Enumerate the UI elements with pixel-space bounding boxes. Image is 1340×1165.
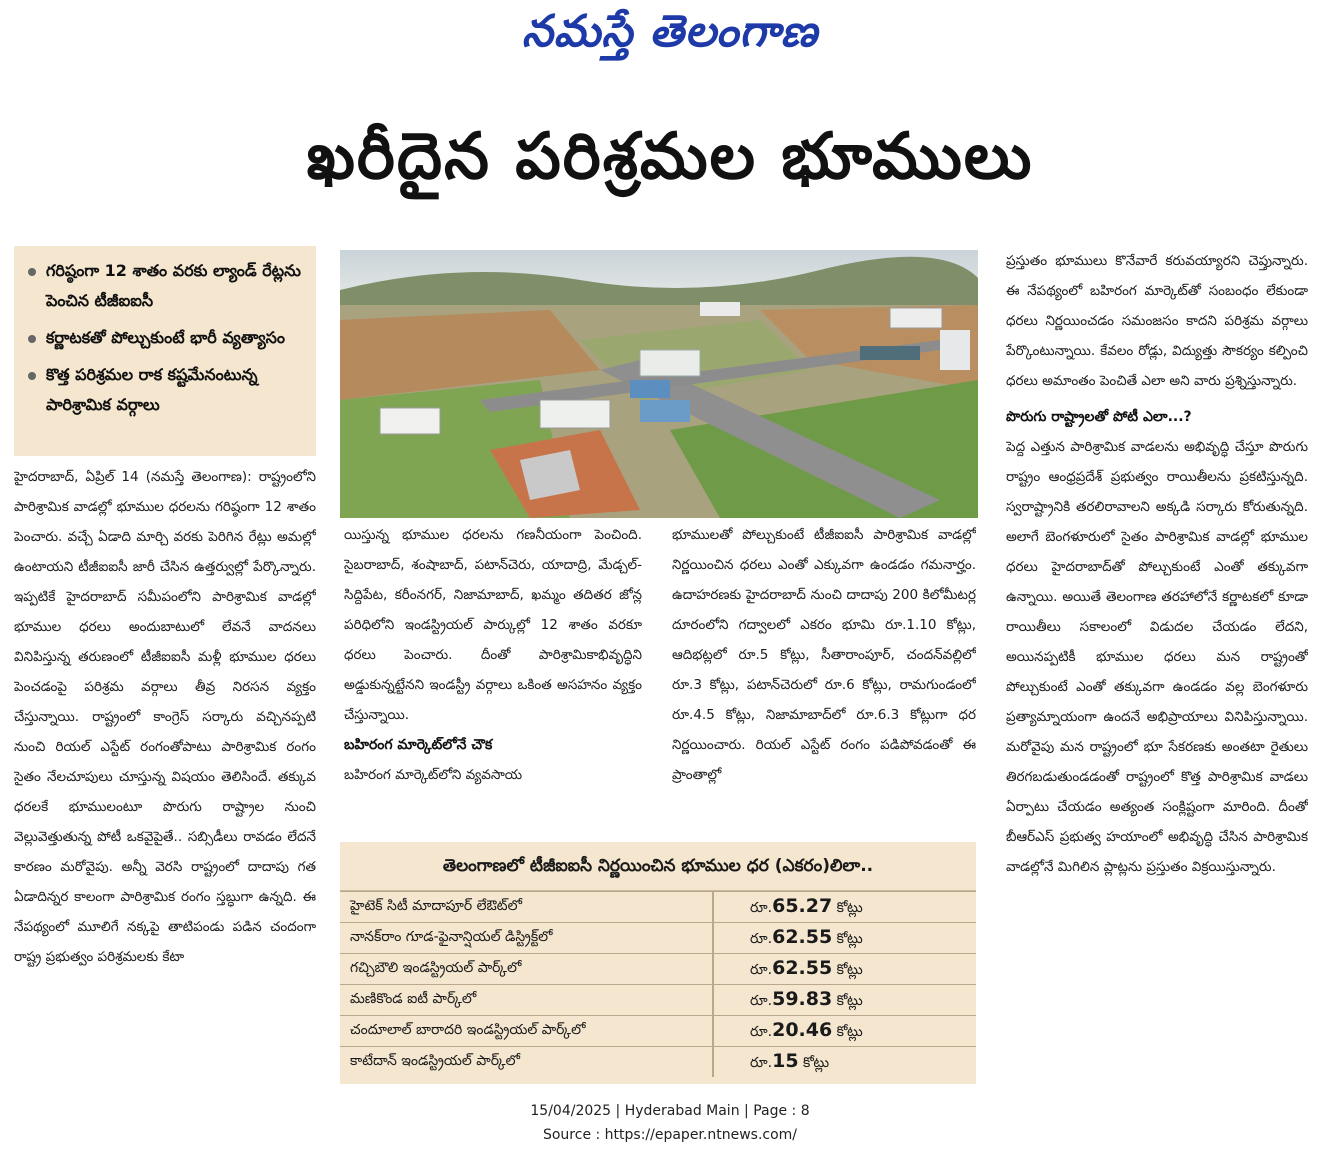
table-row xyxy=(340,892,976,923)
table-cell-place: మణికొండ ఐటీ పార్క్‌లో xyxy=(340,985,713,1016)
table-row xyxy=(340,1047,976,1078)
table-cell-place: హైటెక్ సిటీ మాదాపూర్ లేఔట్‌లో xyxy=(340,892,713,923)
article-paragraph: యిస్తున్న భూముల ధరలను గణనీయంగా పెంచింది. సైబరాబాద్, శంషాబాద్, పటాన్‌చెరు, యాదాద్రి, మేడ్చల్-సిద్దిపేట, కరీంనగర్, నిజామాబాద్, ఖమ్మం తదితర జోన్ల పరిధిలోని ఇండస్ట్రియల్ పార్కుల్లో 12 శాతం వరకూ ధరలు పెంచారు. దీంతో పారిశ్రామికాభివృద్ధిని అడ్డుకున్నట్టేనని ఇండస్ట్రీ వర్గాలు ఒకింత అసహనం వ్యక్తం చేస్తున్నాయి. xyxy=(344,527,642,723)
article-paragraph: పెద్ద ఎత్తున పారిశ్రామిక వాడలను అభివృద్ధి చేస్తూ పొరుగు రాష్ట్రం ఆంధ్రప్రదేశ్ ప్రభుత్వం రాయితీలను ప్రకటిస్తున్నది. స్వరాష్ట్రానికి తరలిరావాలని అక్కడి సర్కారు కోరుతున్నది. అలాగే బెంగళూరులో సైతం పారిశ్రామిక వాడల్లో భూముల ధరలు హైదరాబాద్‌తో పోల్చుకుంటే ఎంతో తక్కువగా ఉన్నాయి. అయితే తెలంగాణ తరహాలోనే కర్ణాటకలో కూడా రాయితీలు సకాలంలో విడుదల చేయడం లేదని, అయినప్పటికీ భూముల ధరలు మన రాష్ట్రంతో పోల్చుకుంటే ఎంతో తక్కువగా ఉండడం వల్ల బెంగళూరు ప్రత్యామ్నాయంగా ఉందనే అభిప్రాయాలు వినిపిస్తున్నాయి. మరోవైపు మన రాష్ట్రంలో భూ సేకరణకు అంతటా రైతులు తిరగబడుతుండడంతో రాష్ట్రంలో కొత్త పారిశ్రామిక వాడలు ఏర్పాటు చేయడం అత్యంత సంక్లిష్టంగా మారింది. దీంతో బీఆర్‌ఎస్ ప్రభుత్వ హయాంలో అభివృద్ధి చేసిన పారిశ్రామిక వాడల్లోనే మిగిలిన ప్లాట్లను ప్రస్తుతం విక్రయిస్తున్నారు. xyxy=(1006,439,1308,875)
table-cell-place: గచ్చిబౌలి ఇండస్ట్రియల్ పార్క్‌లో xyxy=(340,954,713,985)
highlight-item: గరిష్ఠంగా 12 శాతం వరకు ల్యాండ్ రేట్లను పెంచిన టీజీఐఐసీ xyxy=(28,256,306,316)
headline: ఖరీదైన పరిశ్రమల భూములు xyxy=(306,120,1034,194)
article-column-1 xyxy=(14,462,316,1082)
price-table xyxy=(340,891,976,1077)
article-paragraph: ప్రస్తుతం భూములు కొనేవారే కరువయ్యారని చెప్తున్నారు. ఈ నేపథ్యంలో బహిరంగ మార్కెట్‌తో సంబంధం లేకుండా ధరలు నిర్ణయించడం సమంజసం కాదని పరిశ్రమ వర్గాలు పేర్కొంటున్నాయి. కేవలం రోడ్లు, విద్యుత్తు సౌకర్యం కల్పించి ధరలు అమాంతం పెంచితే ఎలా అని వారు ప్రశ్నిస్తున్నారు. xyxy=(1006,253,1308,389)
article-paragraph: హైదరాబాద్, ఏప్రిల్ 14 (నమస్తే తెలంగాణ): రాష్ట్రంలోని పారిశ్రామిక వాడల్లో భూముల ధరలను గరిష్ఠంగా 12 శాతం పెంచారు. వచ్చే ఏడాది మార్చి వరకు పెరిగిన రేట్లు అమల్లో ఉంటాయని టీజీఐఐసీ జారీ చేసిన ఉత్తర్వుల్లో పేర్కొన్నారు. ఇప్పటికే హైదరాబాద్ సమీపంలోని పారిశ్రామిక వాడల్లో భూముల ధరలు అందుబాటులో లేవనే వాదనలు వినిపిస్తున్న తరుణంలో టీజీఐఐసీ మళ్లీ భూముల ధరలు పెంచడంపై పరిశ్రమ వర్గాలు తీవ్ర నిరసన వ్యక్తం చేస్తున్నాయి. రాష్ట్రంలో కాంగ్రెస్ సర్కారు వచ్చినప్పటి నుంచి రియల్ ఎస్టేట్ రంగంతోపాటు పారిశ్రామిక రంగం సైతం నేలచూపులు చూస్తున్న విషయం తెలిసిందే. తక్కువ ధరలకే భూములంటూ పొరుగు రాష్ట్రాల నుంచి వెల్లువెత్తుతున్న పోటీ ఒకవైపైతే.. సబ్సిడీలు రావడం లేదనే కారణం మరోవైపు. అన్నీ వెరసి రాష్ట్రంలో దాదాపు గత ఏడాదిన్నర కాలంగా పారిశ్రామిక రంగం స్తబ్ధుగా ఉన్నది. ఈ నేపథ్యంలో మూలిగే నక్కపై తాటిపండు పడిన చందంగా రాష్ట్ర ప్రభుత్వం పరిశ్రమలకు కేటా xyxy=(14,469,316,965)
table-cell-price: రూ.65.27 కోట్లు xyxy=(713,892,976,923)
table-cell-price: రూ.15 కోట్లు xyxy=(713,1047,976,1078)
aerial-industrial-park-photo xyxy=(340,250,978,518)
table-cell-place: నానక్‌రాం గూడ-ఫైనాన్షియల్ డిస్ట్రిక్ట్‌లో xyxy=(340,923,713,954)
footer-date-edition: 15/04/2025 | Hyderabad Main | Page : 8 xyxy=(530,1103,810,1119)
highlight-item: కర్ణాటకతో పోల్చుకుంటే భారీ వ్యత్యాసం xyxy=(28,323,306,353)
footer-source-link[interactable]: Source : https://epaper.ntnews.com/ xyxy=(542,1127,798,1143)
table-row xyxy=(340,954,976,985)
table-cell-place: చందూలాల్ బారాదరి ఇండస్ట్రియల్ పార్క్‌లో xyxy=(340,1016,713,1047)
table-row xyxy=(340,985,976,1016)
section-subheading: బహిరంగ మార్కెట్‌లోనే చౌక xyxy=(344,737,493,753)
article-column-4 xyxy=(1006,246,1308,1082)
table-cell-price: రూ.59.83 కోట్లు xyxy=(713,985,976,1016)
table-cell-price: రూ.62.55 కోట్లు xyxy=(713,954,976,985)
land-price-table xyxy=(340,842,976,1084)
article-column-3 xyxy=(672,520,976,832)
table-cell-price: రూ.62.55 కోట్లు xyxy=(713,923,976,954)
table-title: తెలంగాణలో టీజీఐఐసీ నిర్ణయించిన భూముల ధర (ఎకరం)లిలా.. xyxy=(340,842,976,891)
article-column-2 xyxy=(344,520,642,832)
table-cell-place: కాటేదాన్ ఇండస్ట్రియల్ పార్క్‌లో xyxy=(340,1047,713,1078)
table-cell-price: రూ.20.46 కోట్లు xyxy=(713,1016,976,1047)
highlights-box xyxy=(14,246,316,456)
highlight-item: కొత్త పరిశ్రమల రాక కష్టమేనంటున్న పారిశ్రామిక వర్గాలు xyxy=(28,360,306,420)
masthead-logo: నమస్తే తెలంగాణ xyxy=(521,6,819,57)
article-paragraph: భూములతో పోల్చుకుంటే టీజీఐఐసీ పారిశ్రామిక వాడల్లో నిర్ణయించిన ధరలు ఎంతో ఎక్కువగా ఉండడం గమనార్హం. ఉదాహరణకు హైదరాబాద్ నుంచి దాదాపు 200 కిలోమీటర్ల దూరంలోని గద్వాలలో ఎకరం భూమి రూ.1.10 కోట్లు, ఆదిభట్లలో రూ.5 కోట్లు, సీతారాంపూర్, చందన్‌వల్లిలో రూ.3 కోట్లు, పటాన్‌చెరులో రూ.6 కోట్లు, రామగుండంలో రూ.4.5 కోట్లు, నిజామాబాద్‌లో రూ.6.3 కోట్లుగా ధర నిర్ణయించారు. రియల్ ఎస్టేట్ రంగం పడిపోవడంతో ఈ ప్రాంతాల్లో xyxy=(672,527,976,783)
article-paragraph: బహిరంగ మార్కెట్‌లోని వ్యవసాయ xyxy=(344,767,523,783)
table-row xyxy=(340,1016,976,1047)
section-subheading: పొరుగు రాష్ట్రాలతో పోటీ ఎలా...? xyxy=(1006,409,1192,425)
table-row xyxy=(340,923,976,954)
